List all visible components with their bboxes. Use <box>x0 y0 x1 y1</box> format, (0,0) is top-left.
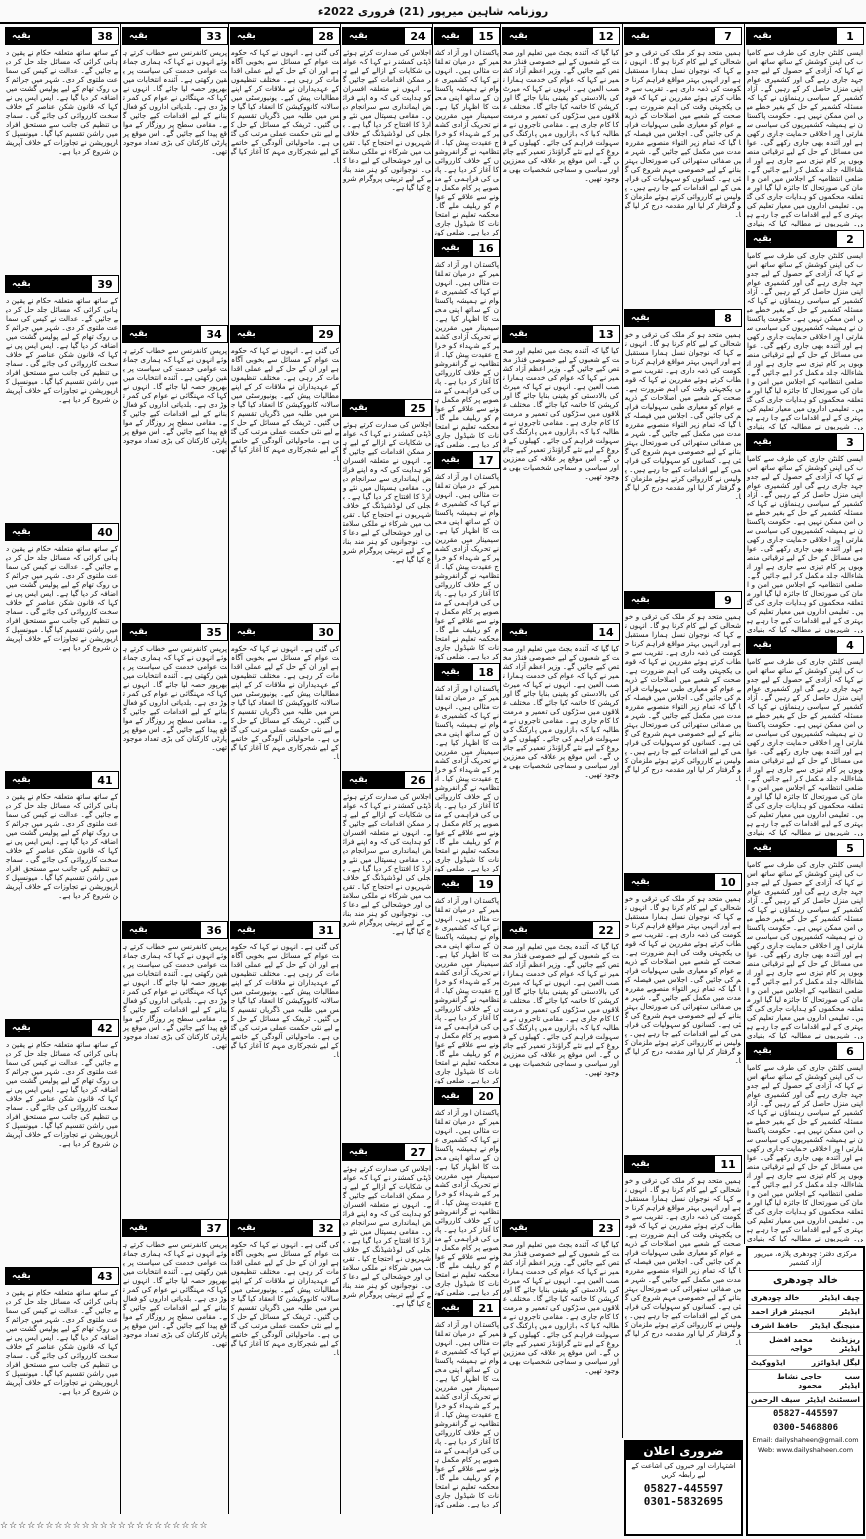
role-name: انجینئر فراز احمد <box>751 1307 815 1316</box>
article-text: پریس کانفرنس سے خطاب کرتے ہوئے انہوں نے کہا کہ ہماری جماعت عوامی خدمت کی سیاست پر یقین رکھتی ہے۔ آئندہ انتخابات میں بھرپور حصہ لیا جائے گا۔ انہوں نے کہا کہ مہنگائی نے عوام کی کمر توڑ دی ہے۔ بلدیاتی اداروں کو فعال بنانے کے لیے اقدامات کیے جائیں گے۔ مقامی سطح پر روزگار کے مواقع پیدا کیے جائیں گے۔ اس موقع پر پارٹی کارکنان کی بڑی تعداد موجود تھی۔ <box>123 644 227 752</box>
badge-label: بقیہ <box>753 31 772 41</box>
badge-label: بقیہ <box>12 31 31 41</box>
article-text: کے ساتھ ساتھ متعلقہ حکام نے یقین دہانی کرائی کہ مسائل جلد حل کر دیے جائیں گے۔ عدالت نے کیس کی سماعت ملتوی کر دی۔ شہر میں جرائم کی روک تھام کے لیے پولیس گشت میں اضافہ کر دیا گیا ہے۔ ایس ایس پی نے کہا کہ قانون شکن عناصر کے خلاف سخت کارروائی کی جائے گی۔ سماجی تنظیم کی جانب سے مستحق افراد میں راشن تقسیم کیا گیا۔ میونسپل کارپوریشن نے تجاوزات کے خلاف آپریشن شروع کر دیا ہے۔ <box>6 296 118 404</box>
article-text: کی گئی ہے۔ انہوں نے کہا کہ حکومت عوام کے مسائل سے بخوبی آگاہ ہے اور ان کے حل کے لیے عملی اقدامات کر رہی ہے۔ مختلف تنظیموں کے عہدیداران نے ملاقات کر کے اپنے مطالبات پیش کیے۔ یونیورسٹی میں سالانہ کانووکیشن کا انعقاد کیا گیا جس میں طلبہ میں ڈگریاں تقسیم کی گئیں۔ ٹریفک کے مسائل کے حل کے لیے نئی حکمت عملی مرتب کی گئی ہے۔ ماحولیاتی آلودگی کے خاتمے کے لیے شجرکاری مہم کا آغاز کیا گیا۔ <box>231 942 339 1059</box>
continuation-badge <box>746 839 864 857</box>
badge-number: 22 <box>593 922 619 938</box>
badge-label: بقیہ <box>631 595 650 605</box>
badge-number: 31 <box>313 922 339 938</box>
masthead <box>0 0 866 24</box>
badge-number: 19 <box>473 876 499 892</box>
continuation-badge <box>624 309 742 327</box>
article-text: کیا گیا کہ آئندہ بجٹ میں تعلیم اور صحت کے شعبوں کے لیے خصوصی فنڈز مختص کیے جائیں گے۔ وزیر اعظم آزاد کشمیر نے کہا کہ عوام کی خدمت ہمارا نصب العین ہے۔ انہوں نے کہا کہ میرٹ کی بالادستی کو یقینی بنایا جائے گا اور کرپشن کا خاتمہ کیا جائے گا۔ مختلف علاقوں میں سڑکوں کی تعمیر و مرمت کا کام جاری ہے۔ مقامی تاجروں نے مطالبہ کیا کہ بازاروں میں پارکنگ کی سہولت فراہم کی جائے۔ کھیلوں کے فروغ کے لیے نئے گراؤنڈز تعمیر کیے جائیں گے۔ اس موقع پر علاقہ کی معززین اور سیاسی و سماجی شخصیات بھی موجود تھیں۔ <box>503 48 619 183</box>
continuation-badge <box>434 663 500 681</box>
badge-number: 43 <box>92 1268 118 1284</box>
article-text: ہمیں متحد ہو کر ملک کی ترقی و خوشحالی کے لیے کام کرنا ہو گا۔ انہوں نے کہا کہ نوجوان نسل ہمارا مستقبل ہے اور انہیں بہتر مواقع فراہم کرنا حکومت کی ذمہ داری ہے۔ تقریب سے خطاب کرتے ہوئے مقررین نے کہا کہ قومی یکجہتی وقت کی اہم ضرورت ہے۔ صحت کے شعبے میں اصلاحات کے ذریعے عوام کو معیاری طبی سہولیات فراہم کی جائیں گی۔ اجلاس میں فیصلہ کیا گیا کہ تمام زیر التواء منصوبے مقررہ مدت میں مکمل کیے جائیں گے۔ شہر میں صفائی ستھرائی کی صورتحال بہتر بنانے کے لیے خصوصی مہم شروع کی گئی ہے۔ کسانوں کو سہولیات کی فراہمی کے لیے اقدامات کیے جا رہے ہیں۔ پولیس نے کارروائی کرتے ہوئے ملزمان کو گرفتار کر لیا اور مقدمہ درج کر لیا گیا۔ <box>625 48 741 219</box>
article-text: کے ساتھ ساتھ متعلقہ حکام نے یقین دہانی کرائی کہ مسائل جلد حل کر دیے جائیں گے۔ عدالت نے کیس کی سماعت ملتوی کر دی۔ شہر میں جرائم کی روک تھام کے لیے پولیس گشت میں اضافہ کر دیا گیا ہے۔ ایس ایس پی نے کہا کہ قانون شکن عناصر کے خلاف سخت کارروائی کی جائے گی۔ سماجی تنظیم کی جانب سے مستحق افراد میں راشن تقسیم کیا گیا۔ میونسپل کارپوریشن نے تجاوزات کے خلاف آپریشن شروع کر دیا ہے۔ <box>6 1288 118 1396</box>
notice-ad <box>624 1440 743 1536</box>
role-name: حافظ اشرف <box>751 1321 799 1330</box>
badge-number: 8 <box>715 310 741 326</box>
continuation-badge <box>5 27 119 45</box>
badge-label: بقیہ <box>509 627 528 637</box>
imprint-role-row <box>748 1333 863 1356</box>
column-c1 <box>744 24 865 1244</box>
continuation-badge <box>230 921 340 939</box>
continuation-badge <box>5 771 119 789</box>
role-title: چیف ایڈیٹر <box>819 1293 860 1302</box>
badge-label: بقیہ <box>631 31 650 41</box>
badge-label: بقیہ <box>237 627 256 637</box>
ad-phone-1: 05827-445597 <box>643 1482 724 1495</box>
badge-number: 2 <box>837 231 863 247</box>
article-text: پریس کانفرنس سے خطاب کرتے ہوئے انہوں نے کہا کہ ہماری جماعت عوامی خدمت کی سیاست پر یقین رکھتی ہے۔ آئندہ انتخابات میں بھرپور حصہ لیا جائے گا۔ انہوں نے کہا کہ مہنگائی نے عوام کی کمر توڑ دی ہے۔ بلدیاتی اداروں کو فعال بنانے کے لیے اقدامات کیے جائیں گے۔ مقامی سطح پر روزگار کے مواقع پیدا کیے جائیں گے۔ اس موقع پر پارٹی کارکنان کی بڑی تعداد موجود تھی۔ <box>123 942 227 1050</box>
badge-label: بقیہ <box>509 31 528 41</box>
badge-label: بقیہ <box>631 877 650 887</box>
continuation-badge <box>122 623 228 641</box>
continuation-badge <box>342 399 432 417</box>
article-text: کے ساتھ ساتھ متعلقہ حکام نے یقین دہانی کرائی کہ مسائل جلد حل کر دیے جائیں گے۔ عدالت نے کیس کی سماعت ملتوی کر دی۔ شہر میں جرائم کی روک تھام کے لیے پولیس گشت میں اضافہ کر دیا گیا ہے۔ ایس ایس پی نے کہا کہ قانون شکن عناصر کے خلاف سخت کارروائی کی جائے گی۔ سماجی تنظیم کی جانب سے مستحق افراد میں راشن تقسیم کیا گیا۔ میونسپل کارپوریشن نے تجاوزات کے خلاف آپریشن شروع کر دیا ہے۔ <box>6 48 118 156</box>
badge-label: بقیہ <box>237 925 256 935</box>
article-text: کے ساتھ ساتھ متعلقہ حکام نے یقین دہانی کرائی کہ مسائل جلد حل کر دیے جائیں گے۔ عدالت نے کیس کی سماعت ملتوی کر دی۔ شہر میں جرائم کی روک تھام کے لیے پولیس گشت میں اضافہ کر دیا گیا ہے۔ ایس ایس پی نے کہا کہ قانون شکن عناصر کے خلاف سخت کارروائی کی جائے گی۔ سماجی تنظیم کی جانب سے مستحق افراد میں راشن تقسیم کیا گیا۔ میونسپل کارپوریشن نے تجاوزات کے خلاف آپریشن شروع کر دیا ہے۔ <box>6 544 118 652</box>
article-text: کیا گیا کہ آئندہ بجٹ میں تعلیم اور صحت کے شعبوں کے لیے خصوصی فنڈز مختص کیے جائیں گے۔ وزیر اعظم آزاد کشمیر نے کہا کہ عوام کی خدمت ہمارا نصب العین ہے۔ انہوں نے کہا کہ میرٹ کی بالادستی کو یقینی بنایا جائے گا اور کرپشن کا خاتمہ کیا جائے گا۔ مختلف علاقوں میں سڑکوں کی تعمیر و مرمت کا کام جاری ہے۔ مقامی تاجروں نے مطالبہ کیا کہ بازاروں میں پارکنگ کی سہولت فراہم کی جائے۔ کھیلوں کے فروغ کے لیے نئے گراؤنڈز تعمیر کیے جائیں گے۔ اس موقع پر علاقہ کی معززین اور سیاسی و سماجی شخصیات بھی موجود تھیں۔ <box>503 942 619 1077</box>
badge-label: بقیہ <box>237 329 256 339</box>
badge-label: بقیہ <box>441 667 460 677</box>
badge-label: بقیہ <box>12 775 31 785</box>
badge-number: 3 <box>837 434 863 450</box>
badge-number: 13 <box>593 326 619 342</box>
badge-number: 33 <box>201 28 227 44</box>
continuation-badge <box>624 873 742 891</box>
badge-label: بقیہ <box>509 1223 528 1233</box>
badge-number: 12 <box>593 28 619 44</box>
badge-number: 21 <box>473 1300 499 1316</box>
role-title: ایڈیٹر <box>839 1307 860 1316</box>
badge-number: 29 <box>313 326 339 342</box>
imprint-phone-2: 0300-5468806 <box>772 1423 839 1433</box>
masthead-title: روزنامہ شاہین میرپور (21) فروری 2022ء <box>317 4 549 18</box>
imprint-role-row <box>748 1291 863 1305</box>
column-c5 <box>340 24 433 1514</box>
continuation-badge <box>746 27 864 45</box>
article-text: پریس کانفرنس سے خطاب کرتے ہوئے انہوں نے کہا کہ ہماری جماعت عوامی خدمت کی سیاست پر یقین رکھتی ہے۔ آئندہ انتخابات میں بھرپور حصہ لیا جائے گا۔ انہوں نے کہا کہ مہنگائی نے عوام کی کمر توڑ دی ہے۔ بلدیاتی اداروں کو فعال بنانے کے لیے اقدامات کیے جائیں گے۔ مقامی سطح پر روزگار کے مواقع پیدا کیے جائیں گے۔ اس موقع پر پارٹی کارکنان کی بڑی تعداد موجود تھی۔ <box>123 346 227 454</box>
imprint-role-row <box>748 1319 863 1333</box>
badge-label: بقیہ <box>349 403 368 413</box>
imprint-role-row <box>748 1356 863 1370</box>
badge-number: 32 <box>313 1220 339 1236</box>
article-text: ایسی کلنٹن جاری کی طرف سے کامیاب کی اپنی کوشش کے ساتھ ساتھ اس نے کہا کہ آزادی کے حصول کے لیے جدوجہد جاری رہے گی اور کشمیری عوام اپنی منزل حاصل کر کے رہیں گے۔ آزاد کشمیر کے سیاسی رہنماؤں نے کہا کہ مسئلہ کشمیر کے حل کے بغیر خطے میں امن ممکن نہیں ہے۔ حکومت پاکستان نے ہمیشہ کشمیریوں کی سیاسی سفارتی اور اخلاقی حمایت جاری رکھی ہے اور آئندہ بھی جاری رکھے گی۔ عوامی مسائل کے حل کے لیے ترقیاتی منصوبوں پر کام تیزی سے جاری ہے اور انشاءاللہ جلد مکمل کر لیے جائیں گے۔ ضلعی انتظامیہ کے اجلاس میں امن و امان کی صورتحال کا جائزہ لیا گیا اور متعلقہ محکموں کو ہدایات جاری کی گئیں۔ تعلیمی اداروں میں معیار تعلیم کی بہتری کے لیے اقدامات کیے جا رہے ہیں۔ شہریوں نے مطالبہ کیا کہ بنیادی <box>747 48 863 227</box>
column-c3 <box>500 24 621 1514</box>
continuation-badge <box>5 523 119 541</box>
article-text: کی گئی ہے۔ انہوں نے کہا کہ حکومت عوام کے مسائل سے بخوبی آگاہ ہے اور ان کے حل کے لیے عملی اقدامات کر رہی ہے۔ مختلف تنظیموں کے عہدیداران نے ملاقات کر کے اپنے مطالبات پیش کیے۔ یونیورسٹی میں سالانہ کانووکیشن کا انعقاد کیا گیا جس میں طلبہ میں ڈگریاں تقسیم کی گئیں۔ ٹریفک کے مسائل کے حل کے لیے نئی حکمت عملی مرتب کی گئی ہے۔ ماحولیاتی آلودگی کے خاتمے کے لیے شجرکاری مہم کا آغاز کیا گیا۔ <box>231 346 339 463</box>
badge-number: 9 <box>715 592 741 608</box>
badge-number: 5 <box>837 840 863 856</box>
imprint-role-row <box>748 1305 863 1319</box>
continuation-badge <box>122 27 228 45</box>
badge-number: 40 <box>92 524 118 540</box>
badge-label: بقیہ <box>349 775 368 785</box>
article-text: اجلاس کی صدارت کرتے ہوئے ڈپٹی کمشنر نے کہا کہ عوامی شکایات کے ازالے کے لیے ہر ممکن اقدامات کیے جائیں گے۔ انہوں نے متعلقہ افسران کو ہدایت کی کہ وہ اپنے فرائض ایمانداری سے سرانجام دیں۔ مقامی ہسپتال میں نئے وارڈ کا افتتاح کر دیا گیا ہے۔ بجلی کی لوڈشیڈنگ کے خلاف شہریوں نے احتجاج کیا۔ تقریب میں شرکاء نے ملکی سلامتی اور خوشحالی کے لیے دعا کی۔ نوجوانوں کو ہنر مند بنانے کے لیے تربیتی پروگرام شروع کیا گیا ہے۔ <box>343 48 431 192</box>
badge-label: بقیہ <box>129 925 148 935</box>
article-text: اجلاس کی صدارت کرتے ہوئے ڈپٹی کمشنر نے کہا کہ عوامی شکایات کے ازالے کے لیے ہر ممکن اقدامات کیے جائیں گے۔ انہوں نے متعلقہ افسران کو ہدایت کی کہ وہ اپنے فرائض ایمانداری سے سرانجام دیں۔ مقامی ہسپتال میں نئے وارڈ کا افتتاح کر دیا گیا ہے۔ بجلی کی لوڈشیڈنگ کے خلاف شہریوں نے احتجاج کیا۔ تقریب میں شرکاء نے ملکی سلامتی اور خوشحالی کے لیے دعا کی۔ نوجوانوں کو ہنر مند بنانے کے لیے تربیتی پروگرام شروع کیا گیا ہے۔ <box>343 420 431 564</box>
badge-number: 39 <box>92 276 118 292</box>
badge-label: بقیہ <box>12 1023 31 1033</box>
article-text: پاکستان اور آزاد کشمیر کے درمیان تعلقات مثالی ہیں۔ انہوں نے کہا کہ کشمیری عوام نے ہمیشہ پاکستان کے ساتھ اپنی محبت کا اظہار کیا ہے۔ سیمینار میں مقررین نے تحریک آزادی کشمیر کے شہداء کو خراج عقیدت پیش کیا۔ انتظامیہ نے گرانفروشوں کے خلاف کارروائی کا آغاز کر دیا ہے۔ پانی کی فراہمی کے منصوبے پر کام مکمل ہونے سے علاقے کے عوام کو ریلیف ملے گا۔ محکمہ تعلیم نے امتحانات کا شیڈول جاری کر دیا ہے۔ ضلعی کون <box>435 1320 499 1508</box>
badge-label: بقیہ <box>237 31 256 41</box>
continuation-badge <box>5 275 119 293</box>
badge-number: 15 <box>473 28 499 44</box>
continuation-badge <box>434 875 500 893</box>
ad-heading: ضروری اعلان <box>626 1442 741 1460</box>
badge-number: 27 <box>405 1144 431 1160</box>
article-text: کیا گیا کہ آئندہ بجٹ میں تعلیم اور صحت کے شعبوں کے لیے خصوصی فنڈز مختص کیے جائیں گے۔ وزیر اعظم آزاد کشمیر نے کہا کہ عوام کی خدمت ہمارا نصب العین ہے۔ انہوں نے کہا کہ میرٹ کی بالادستی کو یقینی بنایا جائے گا اور کرپشن کا خاتمہ کیا جائے گا۔ مختلف علاقوں میں سڑکوں کی تعمیر و مرمت کا کام جاری ہے۔ مقامی تاجروں نے مطالبہ کیا کہ بازاروں میں پارکنگ کی سہولت فراہم کی جائے۔ کھیلوں کے فروغ کے لیے نئے گراؤنڈز تعمیر کیے جائیں گے۔ اس موقع پر علاقہ کی معززین اور سیاسی و سماجی شخصیات بھی موجود تھیں۔ <box>503 644 619 779</box>
article-text: کیا گیا کہ آئندہ بجٹ میں تعلیم اور صحت کے شعبوں کے لیے خصوصی فنڈز مختص کیے جائیں گے۔ وزیر اعظم آزاد کشمیر نے کہا کہ عوام کی خدمت ہمارا نصب العین ہے۔ انہوں نے کہا کہ میرٹ کی بالادستی کو یقینی بنایا جائے گا اور کرپشن کا خاتمہ کیا جائے گا۔ مختلف علاقوں میں سڑکوں کی تعمیر و مرمت کا کام جاری ہے۔ مقامی تاجروں نے مطالبہ کیا کہ بازاروں میں پارکنگ کی سہولت فراہم کی جائے۔ کھیلوں کے فروغ کے لیے نئے گراؤنڈز تعمیر کیے جائیں گے۔ اس موقع پر علاقہ کی معززین اور سیاسی و سماجی شخصیات بھی موجود تھیں۔ <box>503 346 619 481</box>
badge-number: 11 <box>715 1156 741 1172</box>
badge-number: 38 <box>92 28 118 44</box>
badge-number: 1 <box>837 28 863 44</box>
continuation-badge <box>5 1267 119 1285</box>
continuation-badge <box>502 27 620 45</box>
continuation-badge <box>502 921 620 939</box>
imprint-phone-1: 05827-445597 <box>772 1409 839 1419</box>
article-text: اجلاس کی صدارت کرتے ہوئے ڈپٹی کمشنر نے کہا کہ عوامی شکایات کے ازالے کے لیے ہر ممکن اقدامات کیے جائیں گے۔ انہوں نے متعلقہ افسران کو ہدایت کی کہ وہ اپنے فرائض ایمانداری سے سرانجام دیں۔ مقامی ہسپتال میں نئے وارڈ کا افتتاح کر دیا گیا ہے۔ بجلی کی لوڈشیڈنگ کے خلاف شہریوں نے احتجاج کیا۔ تقریب میں شرکاء نے ملکی سلامتی اور خوشحالی کے لیے دعا کی۔ نوجوانوں کو ہنر مند بنانے کے لیے تربیتی پروگرام شروع کیا گیا ہے۔ <box>343 792 431 936</box>
imprint-role-row <box>748 1370 863 1393</box>
badge-number: 4 <box>837 637 863 653</box>
article-text: ہمیں متحد ہو کر ملک کی ترقی و خوشحالی کے لیے کام کرنا ہو گا۔ انہوں نے کہا کہ نوجوان نسل ہمارا مستقبل ہے اور انہیں بہتر مواقع فراہم کرنا حکومت کی ذمہ داری ہے۔ تقریب سے خطاب کرتے ہوئے مقررین نے کہا کہ قومی یکجہتی وقت کی اہم ضرورت ہے۔ صحت کے شعبے میں اصلاحات کے ذریعے عوام کو معیاری طبی سہولیات فراہم کی جائیں گی۔ اجلاس میں فیصلہ کیا گیا کہ تمام زیر التواء منصوبے مقررہ مدت میں مکمل کیے جائیں گے۔ شہر میں صفائی ستھرائی کی صورتحال بہتر بنانے کے لیے خصوصی مہم شروع کی گئی ہے۔ کسانوں کو سہولیات کی فراہمی کے لیے اقدامات کیے جا رہے ہیں۔ پولیس نے کارروائی کرتے ہوئے ملزمان کو گرفتار کر لیا اور مقدمہ درج کر لیا گیا۔ <box>625 330 741 501</box>
article-text: ایسی کلنٹن جاری کی طرف سے کامیاب کی اپنی کوشش کے ساتھ ساتھ اس نے کہا کہ آزادی کے حصول کے لیے جدوجہد جاری رہے گی اور کشمیری عوام اپنی منزل حاصل کر کے رہیں گے۔ آزاد کشمیر کے سیاسی رہنماؤں نے کہا کہ مسئلہ کشمیر کے حل کے بغیر خطے میں امن ممکن نہیں ہے۔ حکومت پاکستان نے ہمیشہ کشمیریوں کی سیاسی سفارتی اور اخلاقی حمایت جاری رکھی ہے اور آئندہ بھی جاری رکھے گی۔ عوامی مسائل کے حل کے لیے ترقیاتی منصوبوں پر کام تیزی سے جاری ہے اور انشاءاللہ جلد مکمل کر لیے جائیں گے۔ ضلعی انتظامیہ کے اجلاس میں امن و امان کی صورتحال کا جائزہ لیا گیا اور متعلقہ محکموں کو ہدایات جاری کی گئیں۔ تعلیمی اداروں میں معیار تعلیم کی بہتری کے لیے اقدامات کیے جا رہے ہیں۔ شہریوں نے مطالبہ کیا کہ بنیادی <box>747 251 863 430</box>
badge-label: بقیہ <box>753 1046 772 1056</box>
article-text: ہمیں متحد ہو کر ملک کی ترقی و خوشحالی کے لیے کام کرنا ہو گا۔ انہوں نے کہا کہ نوجوان نسل ہمارا مستقبل ہے اور انہیں بہتر مواقع فراہم کرنا حکومت کی ذمہ داری ہے۔ تقریب سے خطاب کرتے ہوئے مقررین نے کہا کہ قومی یکجہتی وقت کی اہم ضرورت ہے۔ صحت کے شعبے میں اصلاحات کے ذریعے عوام کو معیاری طبی سہولیات فراہم کی جائیں گی۔ اجلاس میں فیصلہ کیا گیا کہ تمام زیر التواء منصوبے مقررہ مدت میں مکمل کیے جائیں گے۔ شہر میں صفائی ستھرائی کی صورتحال بہتر بنانے کے لیے خصوصی مہم شروع کی گئی ہے۔ کسانوں کو سہولیات کی فراہمی کے لیے اقدامات کیے جا رہے ہیں۔ پولیس نے کارروائی کرتے ہوئے ملزمان کو گرفتار کر لیا اور مقدمہ درج کر لیا گیا۔ <box>625 612 741 783</box>
badge-number: 20 <box>473 1088 499 1104</box>
badge-label: بقیہ <box>631 313 650 323</box>
badge-number: 37 <box>201 1220 227 1236</box>
article-text: ہمیں متحد ہو کر ملک کی ترقی و خوشحالی کے لیے کام کرنا ہو گا۔ انہوں نے کہا کہ نوجوان نسل ہمارا مستقبل ہے اور انہیں بہتر مواقع فراہم کرنا حکومت کی ذمہ داری ہے۔ تقریب سے خطاب کرتے ہوئے مقررین نے کہا کہ قومی یکجہتی وقت کی اہم ضرورت ہے۔ صحت کے شعبے میں اصلاحات کے ذریعے عوام کو معیاری طبی سہولیات فراہم کی جائیں گی۔ اجلاس میں فیصلہ کیا گیا کہ تمام زیر التواء منصوبے مقررہ مدت میں مکمل کیے جائیں گے۔ شہر میں صفائی ستھرائی کی صورتحال بہتر بنانے کے لیے خصوصی مہم شروع کی گئی ہے۔ کسانوں کو سہولیات کی فراہمی کے لیے اقدامات کیے جا رہے ہیں۔ پولیس نے کارروائی کرتے ہوئے ملزمان کو گرفتار کر لیا اور مقدمہ درج کر لیا گیا۔ <box>625 894 741 1065</box>
badge-label: بقیہ <box>509 329 528 339</box>
badge-label: بقیہ <box>12 527 31 537</box>
badge-label: بقیہ <box>12 1271 31 1281</box>
continuation-badge <box>230 27 340 45</box>
continuation-badge <box>122 1219 228 1237</box>
role-name: حاجی نشاط محمود <box>777 1372 822 1390</box>
continuation-badge <box>624 27 742 45</box>
column-c8 <box>4 24 120 1514</box>
continuation-badge <box>434 27 500 45</box>
badge-number: 16 <box>473 240 499 256</box>
badge-label: بقیہ <box>349 31 368 41</box>
badge-label: بقیہ <box>441 1303 460 1313</box>
continuation-badge <box>434 1087 500 1105</box>
role-name: محمد افضل خواجہ <box>769 1335 813 1353</box>
continuation-badge <box>746 1042 864 1060</box>
badge-number: 14 <box>593 624 619 640</box>
badge-label: بقیہ <box>349 1147 368 1157</box>
badge-number: 24 <box>405 28 431 44</box>
article-text: کے ساتھ ساتھ متعلقہ حکام نے یقین دہانی کرائی کہ مسائل جلد حل کر دیے جائیں گے۔ عدالت نے کیس کی سماعت ملتوی کر دی۔ شہر میں جرائم کی روک تھام کے لیے پولیس گشت میں اضافہ کر دیا گیا ہے۔ ایس ایس پی نے کہا کہ قانون شکن عناصر کے خلاف سخت کارروائی کی جائے گی۔ سماجی تنظیم کی جانب سے مستحق افراد میں راشن تقسیم کیا گیا۔ میونسپل کارپوریشن نے تجاوزات کے خلاف آپریشن شروع کر دیا ہے۔ <box>6 1040 118 1148</box>
continuation-badge <box>230 325 340 343</box>
badge-number: 28 <box>313 28 339 44</box>
continuation-badge <box>746 636 864 654</box>
article-text: اجلاس کی صدارت کرتے ہوئے ڈپٹی کمشنر نے کہا کہ عوامی شکایات کے ازالے کے لیے ہر ممکن اقدامات کیے جائیں گے۔ انہوں نے متعلقہ افسران کو ہدایت کی کہ وہ اپنے فرائض ایمانداری سے سرانجام دیں۔ مقامی ہسپتال میں نئے وارڈ کا افتتاح کر دیا گیا ہے۔ بجلی کی لوڈشیڈنگ کے خلاف شہریوں نے احتجاج کیا۔ تقریب میں شرکاء نے ملکی سلامتی اور خوشحالی کے لیے دعا کی۔ نوجوانوں کو ہنر مند بنانے کے لیے تربیتی پروگرام شروع کیا گیا ہے۔ <box>343 1164 431 1308</box>
continuation-badge <box>746 433 864 451</box>
article-text: کی گئی ہے۔ انہوں نے کہا کہ حکومت عوام کے مسائل سے بخوبی آگاہ ہے اور ان کے حل کے لیے عملی اقدامات کر رہی ہے۔ مختلف تنظیموں کے عہدیداران نے ملاقات کر کے اپنے مطالبات پیش کیے۔ یونیورسٹی میں سالانہ کانووکیشن کا انعقاد کیا گیا جس میں طلبہ میں ڈگریاں تقسیم کی گئیں۔ ٹریفک کے مسائل کے حل کے لیے نئی حکمت عملی مرتب کی گئی ہے۔ ماحولیاتی آلودگی کے خاتمے کے لیے شجرکاری مہم کا آغاز کیا گیا۔ <box>231 644 339 761</box>
badge-label: بقیہ <box>753 234 772 244</box>
article-text: ایسی کلنٹن جاری کی طرف سے کامیاب کی اپنی کوشش کے ساتھ ساتھ اس نے کہا کہ آزادی کے حصول کے لیے جدوجہد جاری رہے گی اور کشمیری عوام اپنی منزل حاصل کر کے رہیں گے۔ آزاد کشمیر کے سیاسی رہنماؤں نے کہا کہ مسئلہ کشمیر کے حل کے بغیر خطے میں امن ممکن نہیں ہے۔ حکومت پاکستان نے ہمیشہ کشمیریوں کی سیاسی سفارتی اور اخلاقی حمایت جاری رکھی ہے اور آئندہ بھی جاری رکھے گی۔ عوامی مسائل کے حل کے لیے ترقیاتی منصوبوں پر کام تیزی سے جاری ہے اور انشاءاللہ جلد مکمل کر لیے جائیں گے۔ ضلعی انتظامیہ کے اجلاس میں امن و امان کی صورتحال کا جائزہ لیا گیا اور متعلقہ محکموں کو ہدایات جاری کی گئیں۔ تعلیمی اداروں میں معیار تعلیم کی بہتری کے لیے اقدامات کیے جا رہے ہیں۔ شہریوں نے مطالبہ کیا کہ بنیادی <box>747 657 863 836</box>
badge-label: بقیہ <box>441 879 460 889</box>
badge-number: 26 <box>405 772 431 788</box>
imprint-roles <box>748 1291 863 1407</box>
article-text: پریس کانفرنس سے خطاب کرتے ہوئے انہوں نے کہا کہ ہماری جماعت عوامی خدمت کی سیاست پر یقین رکھتی ہے۔ آئندہ انتخابات میں بھرپور حصہ لیا جائے گا۔ انہوں نے کہا کہ مہنگائی نے عوام کی کمر توڑ دی ہے۔ بلدیاتی اداروں کو فعال بنانے کے لیے اقدامات کیے جائیں گے۔ مقامی سطح پر روزگار کے مواقع پیدا کیے جائیں گے۔ اس موقع پر پارٹی کارکنان کی بڑی تعداد موجود تھی۔ <box>123 1240 227 1348</box>
article-text: ہمیں متحد ہو کر ملک کی ترقی و خوشحالی کے لیے کام کرنا ہو گا۔ انہوں نے کہا کہ نوجوان نسل ہمارا مستقبل ہے اور انہیں بہتر مواقع فراہم کرنا حکومت کی ذمہ داری ہے۔ تقریب سے خطاب کرتے ہوئے مقررین نے کہا کہ قومی یکجہتی وقت کی اہم ضرورت ہے۔ صحت کے شعبے میں اصلاحات کے ذریعے عوام کو معیاری طبی سہولیات فراہم کی جائیں گی۔ اجلاس میں فیصلہ کیا گیا کہ تمام زیر التواء منصوبے مقررہ مدت میں مکمل کیے جائیں گے۔ شہر میں صفائی ستھرائی کی صورتحال بہتر بنانے کے لیے خصوصی مہم شروع کی گئی ہے۔ کسانوں کو سہولیات کی فراہمی کے لیے اقدامات کیے جا رہے ہیں۔ پولیس نے کارروائی کرتے ہوئے ملزمان کو گرفتار کر لیا اور مقدمہ درج کر لیا گیا۔ <box>625 1176 741 1347</box>
article-text: کی گئی ہے۔ انہوں نے کہا کہ حکومت عوام کے مسائل سے بخوبی آگاہ ہے اور ان کے حل کے لیے عملی اقدامات کر رہی ہے۔ مختلف تنظیموں کے عہدیداران نے ملاقات کر کے اپنے مطالبات پیش کیے۔ یونیورسٹی میں سالانہ کانووکیشن کا انعقاد کیا گیا جس میں طلبہ میں ڈگریاں تقسیم کی گئیں۔ ٹریفک کے مسائل کے حل کے لیے نئی حکمت عملی مرتب کی گئی ہے۔ ماحولیاتی آلودگی کے خاتمے کے لیے شجرکاری مہم کا آغاز کیا گیا۔ <box>231 1240 339 1357</box>
badge-number: 36 <box>201 922 227 938</box>
article-text: پاکستان اور آزاد کشمیر کے درمیان تعلقات مثالی ہیں۔ انہوں نے کہا کہ کشمیری عوام نے ہمیشہ پاکستان کے ساتھ اپنی محبت کا اظہار کیا ہے۔ سیمینار میں مقررین نے تحریک آزادی کشمیر کے شہداء کو خراج عقیدت پیش کیا۔ انتظامیہ نے گرانفروشوں کے خلاف کارروائی کا آغاز کر دیا ہے۔ پانی کی فراہمی کے منصوبے پر کام مکمل ہونے سے علاقے کے عوام کو ریلیف ملے گا۔ محکمہ تعلیم نے امتحانات کا شیڈول جاری کر دیا ہے۔ ضلعی کون <box>435 48 499 236</box>
badge-number: 18 <box>473 664 499 680</box>
badge-number: 30 <box>313 624 339 640</box>
continuation-badge <box>434 1299 500 1317</box>
role-name: خالد چودھری <box>751 1293 800 1302</box>
badge-label: بقیہ <box>441 1091 460 1101</box>
article-text: کے ساتھ ساتھ متعلقہ حکام نے یقین دہانی کرائی کہ مسائل جلد حل کر دیے جائیں گے۔ عدالت نے کیس کی سماعت ملتوی کر دی۔ شہر میں جرائم کی روک تھام کے لیے پولیس گشت میں اضافہ کر دیا گیا ہے۔ ایس ایس پی نے کہا کہ قانون شکن عناصر کے خلاف سخت کارروائی کی جائے گی۔ سماجی تنظیم کی جانب سے مستحق افراد میں راشن تقسیم کیا گیا۔ میونسپل کارپوریشن نے تجاوزات کے خلاف آپریشن شروع کر دیا ہے۔ <box>6 792 118 900</box>
continuation-badge <box>746 230 864 248</box>
article-text: کیا گیا کہ آئندہ بجٹ میں تعلیم اور صحت کے شعبوں کے لیے خصوصی فنڈز مختص کیے جائیں گے۔ وزیر اعظم آزاد کشمیر نے کہا کہ عوام کی خدمت ہمارا نصب العین ہے۔ انہوں نے کہا کہ میرٹ کی بالادستی کو یقینی بنایا جائے گا اور کرپشن کا خاتمہ کیا جائے گا۔ مختلف علاقوں میں سڑکوں کی تعمیر و مرمت کا کام جاری ہے۔ مقامی تاجروں نے مطالبہ کیا کہ بازاروں میں پارکنگ کی سہولت فراہم کی جائے۔ کھیلوں کے فروغ کے لیے نئے گراؤنڈز تعمیر کیے جائیں گے۔ اس موقع پر علاقہ کی معززین اور سیاسی و سماجی شخصیات بھی موجود تھیں۔ <box>503 1240 619 1375</box>
badge-number: 42 <box>92 1020 118 1036</box>
badge-label: بقیہ <box>129 31 148 41</box>
role-title: سب ایڈیٹر <box>839 1372 860 1390</box>
article-text: ایسی کلنٹن جاری کی طرف سے کامیاب کی اپنی کوشش کے ساتھ ساتھ اس نے کہا کہ آزادی کے حصول کے لیے جدوجہد جاری رہے گی اور کشمیری عوام اپنی منزل حاصل کر کے رہیں گے۔ آزاد کشمیر کے سیاسی رہنماؤں نے کہا کہ مسئلہ کشمیر کے حل کے بغیر خطے میں امن ممکن نہیں ہے۔ حکومت پاکستان نے ہمیشہ کشمیریوں کی سیاسی سفارتی اور اخلاقی حمایت جاری رکھی ہے اور آئندہ بھی جاری رکھے گی۔ عوامی مسائل کے حل کے لیے ترقیاتی منصوبوں پر کام تیزی سے جاری ہے اور انشاءاللہ جلد مکمل کر لیے جائیں گے۔ ضلعی انتظامیہ کے اجلاس میں امن و امان کی صورتحال کا جائزہ لیا گیا اور متعلقہ محکموں کو ہدایات جاری کی گئیں۔ تعلیمی اداروں میں معیار تعلیم کی بہتری کے لیے اقدامات کیے جا رہے ہیں۔ شہریوں نے مطالبہ کیا کہ بنیادی <box>747 1063 863 1242</box>
continuation-badge <box>502 1219 620 1237</box>
continuation-badge <box>624 591 742 609</box>
badge-number: 6 <box>837 1043 863 1059</box>
badge-label: بقیہ <box>631 1159 650 1169</box>
continuation-badge <box>122 325 228 343</box>
continuation-badge <box>624 1155 742 1173</box>
ad-body: اشتہارات اور خبروں کی اشاعت کے لیے رابطہ کریں <box>631 1462 736 1479</box>
imprint-address: مرکزی دفتر: چودھری پلازہ، میرپور آزاد کشمیر <box>748 1248 863 1271</box>
article-text: پاکستان اور آزاد کشمیر کے درمیان تعلقات مثالی ہیں۔ انہوں نے کہا کہ کشمیری عوام نے ہمیشہ پاکستان کے ساتھ اپنی محبت کا اظہار کیا ہے۔ سیمینار میں مقررین نے تحریک آزادی کشمیر کے شہداء کو خراج عقیدت پیش کیا۔ انتظامیہ نے گرانفروشوں کے خلاف کارروائی کا آغاز کر دیا ہے۔ پانی کی فراہمی کے منصوبے پر کام مکمل ہونے سے علاقے کے عوام کو ریلیف ملے گا۔ محکمہ تعلیم نے امتحانات کا شیڈول جاری کر دیا ہے۔ ضلعی کون <box>435 472 499 660</box>
badge-label: بقیہ <box>129 329 148 339</box>
continuation-badge <box>342 771 432 789</box>
footer-stars: ☆☆☆☆☆☆☆☆☆☆☆☆☆☆☆☆☆☆☆☆☆☆☆ <box>0 1521 209 1531</box>
article-text: کی گئی ہے۔ انہوں نے کہا کہ حکومت عوام کے مسائل سے بخوبی آگاہ ہے اور ان کے حل کے لیے عملی اقدامات کر رہی ہے۔ مختلف تنظیموں کے عہدیداران نے ملاقات کر کے اپنے مطالبات پیش کیے۔ یونیورسٹی میں سالانہ کانووکیشن کا انعقاد کیا گیا جس میں طلبہ میں ڈگریاں تقسیم کی گئیں۔ ٹریفک کے مسائل کے حل کے لیے نئی حکمت عملی مرتب کی گئی ہے۔ ماحولیاتی آلودگی کے خاتمے کے لیے شجرکاری مہم کا آغاز کیا گیا۔ <box>231 48 339 165</box>
article-text: پاکستان اور آزاد کشمیر کے درمیان تعلقات مثالی ہیں۔ انہوں نے کہا کہ کشمیری عوام نے ہمیشہ پاکستان کے ساتھ اپنی محبت کا اظہار کیا ہے۔ سیمینار میں مقررین نے تحریک آزادی کشمیر کے شہداء کو خراج عقیدت پیش کیا۔ انتظامیہ نے گرانفروشوں کے خلاف کارروائی کا آغاز کر دیا ہے۔ پانی کی فراہمی کے منصوبے پر کام مکمل ہونے سے علاقے کے عوام کو ریلیف ملے گا۔ محکمہ تعلیم نے امتحانات کا شیڈول جاری کر دیا ہے۔ ضلعی کون <box>435 684 499 872</box>
article-text: پریس کانفرنس سے خطاب کرتے ہوئے انہوں نے کہا کہ ہماری جماعت عوامی خدمت کی سیاست پر یقین رکھتی ہے۔ آئندہ انتخابات میں بھرپور حصہ لیا جائے گا۔ انہوں نے کہا کہ مہنگائی نے عوام کی کمر توڑ دی ہے۔ بلدیاتی اداروں کو فعال بنانے کے لیے اقدامات کیے جائیں گے۔ مقامی سطح پر روزگار کے مواقع پیدا کیے جائیں گے۔ اس موقع پر پارٹی کارکنان کی بڑی تعداد موجود تھی۔ <box>123 48 227 156</box>
continuation-badge <box>5 1019 119 1037</box>
continuation-badge <box>342 1143 432 1161</box>
badge-label: بقیہ <box>753 437 772 447</box>
continuation-badge <box>434 451 500 469</box>
continuation-badge <box>230 623 340 641</box>
article-text: پاکستان اور آزاد کشمیر کے درمیان تعلقات مثالی ہیں۔ انہوں نے کہا کہ کشمیری عوام نے ہمیشہ پاکستان کے ساتھ اپنی محبت کا اظہار کیا ہے۔ سیمینار میں مقررین نے تحریک آزادی کشمیر کے شہداء کو خراج عقیدت پیش کیا۔ انتظامیہ نے گرانفروشوں کے خلاف کارروائی کا آغاز کر دیا ہے۔ پانی کی فراہمی کے منصوبے پر کام مکمل ہونے سے علاقے کے عوام کو ریلیف ملے گا۔ محکمہ تعلیم نے امتحانات کا شیڈول جاری کر دیا ہے۔ ضلعی کون <box>435 1108 499 1296</box>
column-c4 <box>432 24 501 1514</box>
column-c6 <box>228 24 341 1514</box>
role-title: لیگل ایڈوائزر <box>811 1358 860 1367</box>
badge-label: بقیہ <box>237 1223 256 1233</box>
badge-number: 41 <box>92 772 118 788</box>
imprint-box <box>746 1246 865 1536</box>
badge-number: 23 <box>593 1220 619 1236</box>
continuation-badge <box>230 1219 340 1237</box>
continuation-badge <box>502 623 620 641</box>
ad-phone-2: 0301-5832695 <box>643 1495 724 1508</box>
continuation-badge <box>502 325 620 343</box>
imprint-email: Email: dailyshaheen@gmail.com <box>752 1436 859 1444</box>
badge-label: بقیہ <box>441 455 460 465</box>
badge-label: بقیہ <box>509 925 528 935</box>
badge-label: بقیہ <box>441 31 460 41</box>
badge-label: بقیہ <box>12 279 31 289</box>
badge-label: بقیہ <box>753 843 772 853</box>
badge-label: بقیہ <box>441 243 460 253</box>
column-c2 <box>622 24 743 1438</box>
role-name: ایڈووکیٹ <box>751 1358 786 1367</box>
column-c7 <box>120 24 229 1514</box>
badge-number: 35 <box>201 624 227 640</box>
badge-label: بقیہ <box>129 1223 148 1233</box>
article-text: پاکستان اور آزاد کشمیر کے درمیان تعلقات مثالی ہیں۔ انہوں نے کہا کہ کشمیری عوام نے ہمیشہ پاکستان کے ساتھ اپنی محبت کا اظہار کیا ہے۔ سیمینار میں مقررین نے تحریک آزادی کشمیر کے شہداء کو خراج عقیدت پیش کیا۔ انتظامیہ نے گرانفروشوں کے خلاف کارروائی کا آغاز کر دیا ہے۔ پانی کی فراہمی کے منصوبے پر کام مکمل ہونے سے علاقے کے عوام کو ریلیف ملے گا۔ محکمہ تعلیم نے امتحانات کا شیڈول جاری کر دیا ہے۔ ضلعی کون <box>435 260 499 448</box>
imprint-role-row <box>748 1393 863 1407</box>
imprint-logo: خالد چودھری <box>748 1271 863 1291</box>
badge-number: 7 <box>715 28 741 44</box>
article-text: پاکستان اور آزاد کشمیر کے درمیان تعلقات مثالی ہیں۔ انہوں نے کہا کہ کشمیری عوام نے ہمیشہ پاکستان کے ساتھ اپنی محبت کا اظہار کیا ہے۔ سیمینار میں مقررین نے تحریک آزادی کشمیر کے شہداء کو خراج عقیدت پیش کیا۔ انتظامیہ نے گرانفروشوں کے خلاف کارروائی کا آغاز کر دیا ہے۔ پانی کی فراہمی کے منصوبے پر کام مکمل ہونے سے علاقے کے عوام کو ریلیف ملے گا۔ محکمہ تعلیم نے امتحانات کا شیڈول جاری کر دیا ہے۔ ضلعی کون <box>435 896 499 1084</box>
badge-number: 10 <box>715 874 741 890</box>
role-title: ریزیڈنٹ ایڈیٹر <box>830 1335 860 1353</box>
continuation-badge <box>434 239 500 257</box>
imprint-web: Web: www.dailyshaheen.com <box>757 1446 854 1454</box>
role-name: سیف الرحمن <box>751 1395 801 1404</box>
continuation-badge <box>342 27 432 45</box>
role-title: منیجنگ ایڈیٹر <box>810 1321 860 1330</box>
article-text: ایسی کلنٹن جاری کی طرف سے کامیاب کی اپنی کوشش کے ساتھ ساتھ اس نے کہا کہ آزادی کے حصول کے لیے جدوجہد جاری رہے گی اور کشمیری عوام اپنی منزل حاصل کر کے رہیں گے۔ آزاد کشمیر کے سیاسی رہنماؤں نے کہا کہ مسئلہ کشمیر کے حل کے بغیر خطے میں امن ممکن نہیں ہے۔ حکومت پاکستان نے ہمیشہ کشمیریوں کی سیاسی سفارتی اور اخلاقی حمایت جاری رکھی ہے اور آئندہ بھی جاری رکھے گی۔ عوامی مسائل کے حل کے لیے ترقیاتی منصوبوں پر کام تیزی سے جاری ہے اور انشاءاللہ جلد مکمل کر لیے جائیں گے۔ ضلعی انتظامیہ کے اجلاس میں امن و امان کی صورتحال کا جائزہ لیا گیا اور متعلقہ محکموں کو ہدایات جاری کی گئیں۔ تعلیمی اداروں میں معیار تعلیم کی بہتری کے لیے اقدامات کیے جا رہے ہیں۔ شہریوں نے مطالبہ کیا کہ بنیادی <box>747 454 863 633</box>
badge-label: بقیہ <box>129 627 148 637</box>
badge-label: بقیہ <box>753 640 772 650</box>
continuation-badge <box>122 921 228 939</box>
article-text: ایسی کلنٹن جاری کی طرف سے کامیاب کی اپنی کوشش کے ساتھ ساتھ اس نے کہا کہ آزادی کے حصول کے لیے جدوجہد جاری رہے گی اور کشمیری عوام اپنی منزل حاصل کر کے رہیں گے۔ آزاد کشمیر کے سیاسی رہنماؤں نے کہا کہ مسئلہ کشمیر کے حل کے بغیر خطے میں امن ممکن نہیں ہے۔ حکومت پاکستان نے ہمیشہ کشمیریوں کی سیاسی سفارتی اور اخلاقی حمایت جاری رکھی ہے اور آئندہ بھی جاری رکھے گی۔ عوامی مسائل کے حل کے لیے ترقیاتی منصوبوں پر کام تیزی سے جاری ہے اور انشاءاللہ جلد مکمل کر لیے جائیں گے۔ ضلعی انتظامیہ کے اجلاس میں امن و امان کی صورتحال کا جائزہ لیا گیا اور متعلقہ محکموں کو ہدایات جاری کی گئیں۔ تعلیمی اداروں میں معیار تعلیم کی بہتری کے لیے اقدامات کیے جا رہے ہیں۔ شہریوں نے مطالبہ کیا کہ بنیادی <box>747 860 863 1039</box>
badge-number: 17 <box>473 452 499 468</box>
badge-number: 34 <box>201 326 227 342</box>
role-title: اسسٹنٹ ایڈیٹر <box>805 1395 860 1404</box>
badge-number: 25 <box>405 400 431 416</box>
